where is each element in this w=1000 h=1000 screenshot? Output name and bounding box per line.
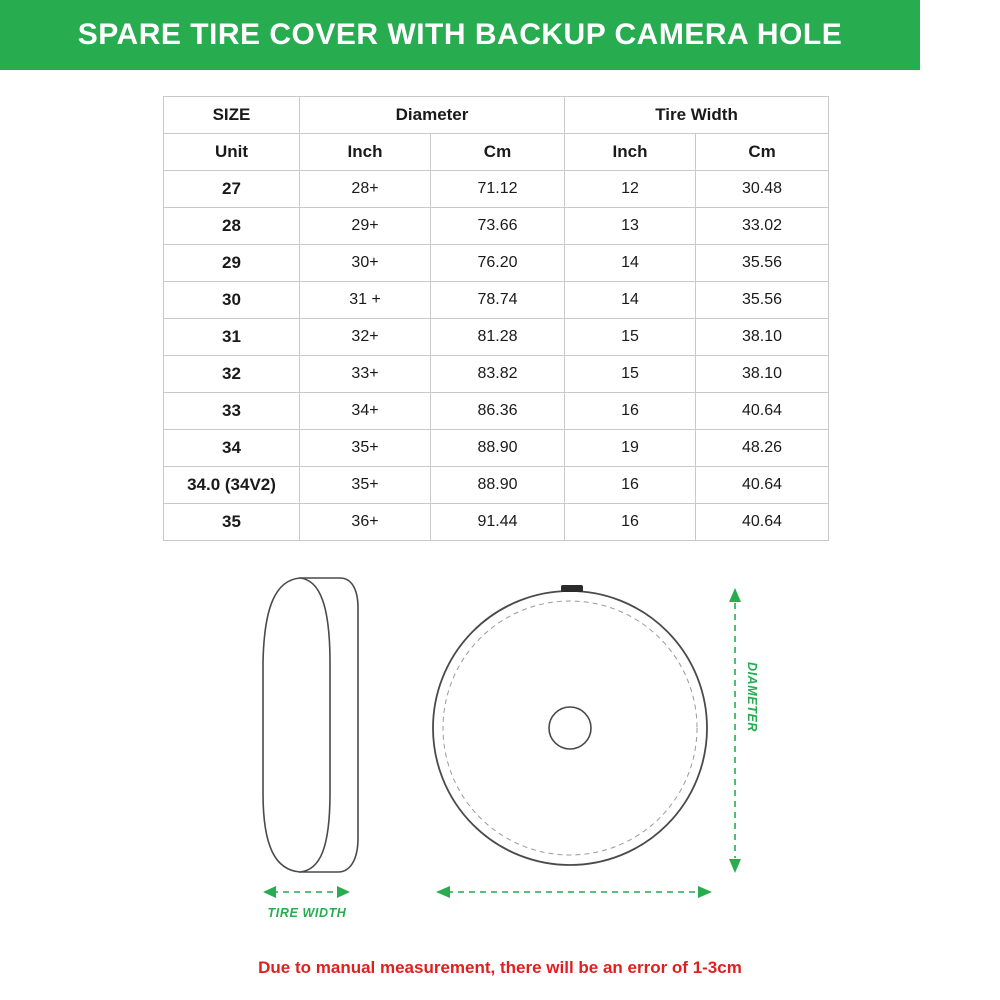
subheader-dia-cm: Cm bbox=[431, 134, 565, 171]
cell-dia-cm: 76.20 bbox=[431, 245, 565, 282]
subheader-dia-inch: Inch bbox=[300, 134, 431, 171]
subheader-width-cm: Cm bbox=[696, 134, 829, 171]
cell-unit: 27 bbox=[164, 171, 300, 208]
cell-dia-inch: 34+ bbox=[300, 393, 431, 430]
cell-width-inch: 12 bbox=[565, 171, 696, 208]
size-chart-table bbox=[163, 96, 828, 541]
table-row bbox=[164, 430, 829, 467]
table-row bbox=[164, 467, 829, 504]
cell-dia-cm: 71.12 bbox=[431, 171, 565, 208]
cell-width-inch: 16 bbox=[565, 504, 696, 541]
cell-unit: 34 bbox=[164, 430, 300, 467]
cover-tab bbox=[561, 585, 583, 592]
arrow-up-icon bbox=[729, 588, 741, 602]
diameter-label: DIAMETER bbox=[745, 661, 759, 733]
cell-width-cm: 40.64 bbox=[696, 393, 829, 430]
cell-unit: 32 bbox=[164, 356, 300, 393]
cell-dia-cm: 86.36 bbox=[431, 393, 565, 430]
header-diameter: Diameter bbox=[300, 97, 565, 134]
cell-dia-cm: 88.90 bbox=[431, 430, 565, 467]
cell-dia-cm: 83.82 bbox=[431, 356, 565, 393]
cell-width-inch: 15 bbox=[565, 356, 696, 393]
table-row bbox=[164, 356, 829, 393]
cell-unit: 34.0 (34V2) bbox=[164, 467, 300, 504]
cell-width-cm: 35.56 bbox=[696, 282, 829, 319]
header-tire-width: Tire Width bbox=[565, 97, 829, 134]
circle-width-dimension bbox=[436, 886, 712, 898]
cell-width-cm: 48.26 bbox=[696, 430, 829, 467]
cell-width-inch: 14 bbox=[565, 245, 696, 282]
measurement-note: Due to manual measurement, there will be an error of 1-3cm bbox=[258, 958, 742, 977]
table-row bbox=[164, 245, 829, 282]
arrow-left-icon bbox=[263, 886, 276, 898]
table-row bbox=[164, 171, 829, 208]
front-view-shape bbox=[433, 585, 707, 865]
cell-width-cm: 33.02 bbox=[696, 208, 829, 245]
cell-dia-cm: 91.44 bbox=[431, 504, 565, 541]
table-row bbox=[164, 208, 829, 245]
cell-unit: 28 bbox=[164, 208, 300, 245]
cell-dia-inch: 31 + bbox=[300, 282, 431, 319]
arrow-right-icon bbox=[337, 886, 350, 898]
cell-width-cm: 35.56 bbox=[696, 245, 829, 282]
cell-unit: 30 bbox=[164, 282, 300, 319]
cell-width-inch: 14 bbox=[565, 282, 696, 319]
arrow-right-icon bbox=[698, 886, 712, 898]
cell-dia-cm: 88.90 bbox=[431, 467, 565, 504]
cell-width-cm: 38.10 bbox=[696, 319, 829, 356]
backup-camera-hole bbox=[549, 707, 591, 749]
tire-width-dimension bbox=[263, 886, 350, 898]
cell-width-inch: 16 bbox=[565, 393, 696, 430]
cell-dia-inch: 29+ bbox=[300, 208, 431, 245]
cell-dia-inch: 30+ bbox=[300, 245, 431, 282]
cell-unit: 29 bbox=[164, 245, 300, 282]
product-diagram bbox=[0, 548, 1000, 948]
cell-dia-cm: 78.74 bbox=[431, 282, 565, 319]
cell-dia-cm: 81.28 bbox=[431, 319, 565, 356]
table-row bbox=[164, 319, 829, 356]
diameter-dimension bbox=[729, 588, 741, 873]
subheader-unit: Unit bbox=[164, 134, 300, 171]
subheader-width-inch: Inch bbox=[565, 134, 696, 171]
cell-width-inch: 13 bbox=[565, 208, 696, 245]
cell-dia-inch: 35+ bbox=[300, 467, 431, 504]
side-view-shape bbox=[263, 578, 358, 872]
cell-width-inch: 19 bbox=[565, 430, 696, 467]
arrow-down-icon bbox=[729, 859, 741, 873]
cell-dia-inch: 33+ bbox=[300, 356, 431, 393]
cell-dia-inch: 32+ bbox=[300, 319, 431, 356]
page-title: SPARE TIRE COVER WITH BACKUP CAMERA HOLE bbox=[77, 18, 843, 51]
cell-unit: 31 bbox=[164, 319, 300, 356]
table-sub-header-row bbox=[164, 134, 829, 171]
tire-width-label: TIRE WIDTH bbox=[267, 906, 347, 920]
table-row bbox=[164, 504, 829, 541]
arrow-left-icon bbox=[436, 886, 450, 898]
table-row bbox=[164, 393, 829, 430]
cell-dia-inch: 28+ bbox=[300, 171, 431, 208]
cell-dia-inch: 35+ bbox=[300, 430, 431, 467]
cell-width-cm: 30.48 bbox=[696, 171, 829, 208]
cell-width-cm: 40.64 bbox=[696, 504, 829, 541]
table-row bbox=[164, 282, 829, 319]
header-size: SIZE bbox=[164, 97, 300, 134]
cell-width-inch: 16 bbox=[565, 467, 696, 504]
cell-dia-cm: 73.66 bbox=[431, 208, 565, 245]
cell-width-cm: 38.10 bbox=[696, 356, 829, 393]
header-banner bbox=[0, 0, 920, 70]
cell-unit: 33 bbox=[164, 393, 300, 430]
table-group-header-row bbox=[164, 97, 829, 134]
cell-width-inch: 15 bbox=[565, 319, 696, 356]
cell-unit: 35 bbox=[164, 504, 300, 541]
cell-dia-inch: 36+ bbox=[300, 504, 431, 541]
cell-width-cm: 40.64 bbox=[696, 467, 829, 504]
